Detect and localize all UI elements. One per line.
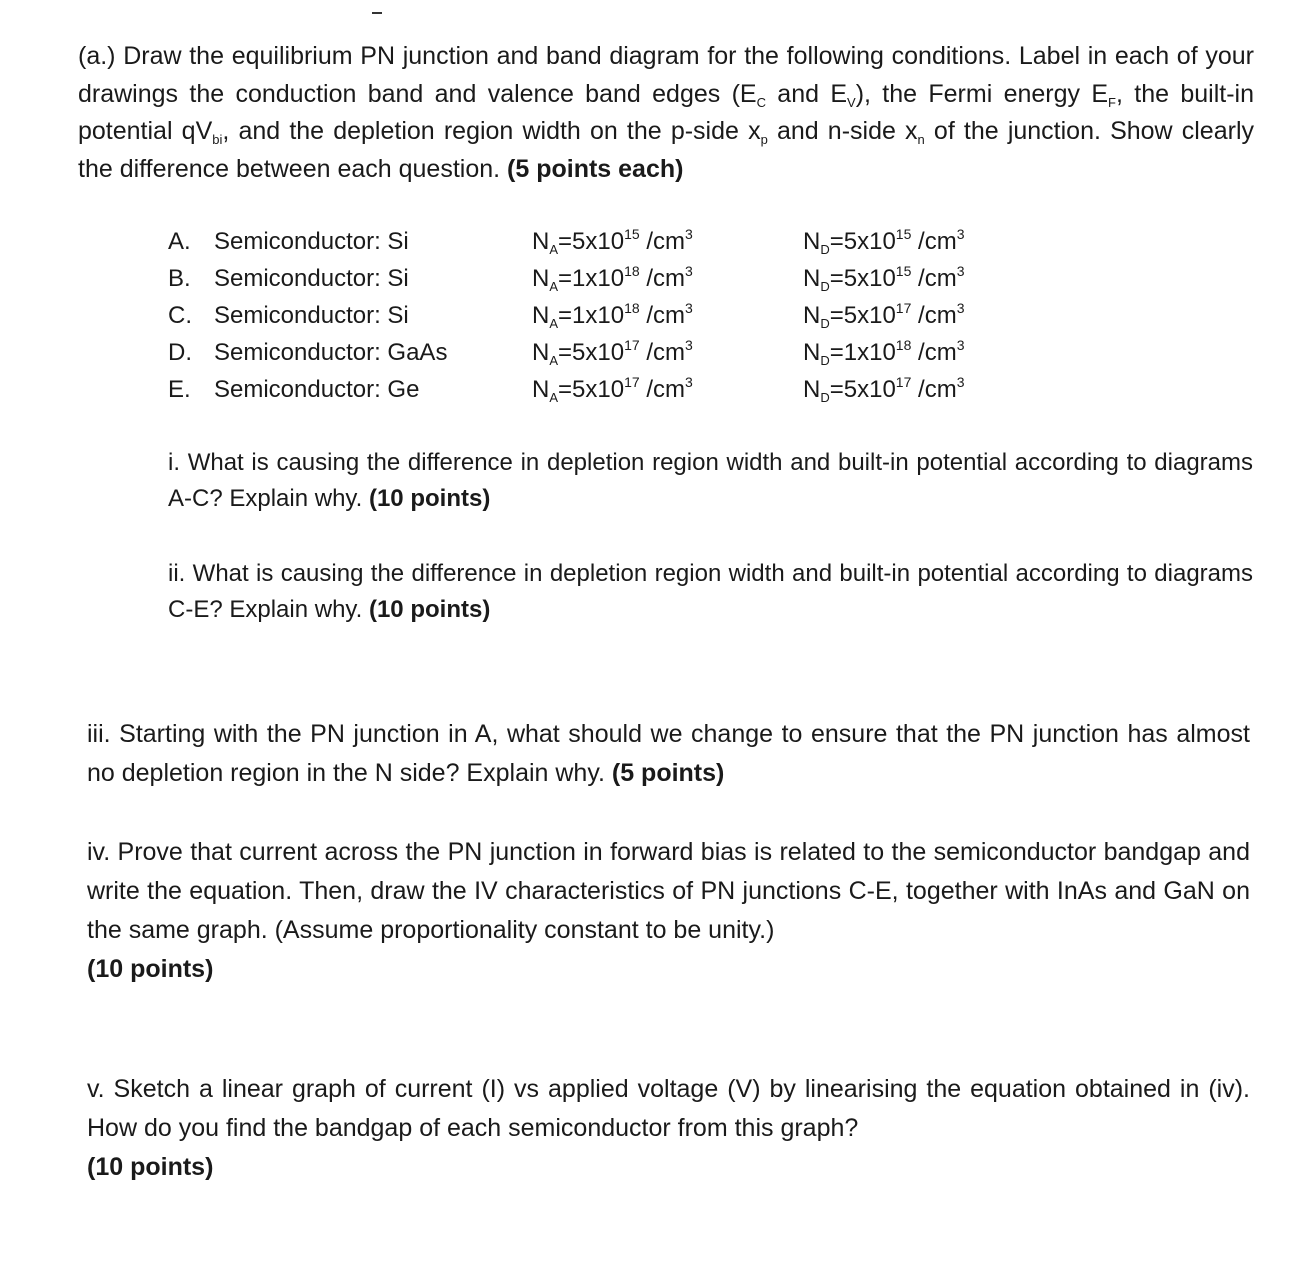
case-semiconductor: Semiconductor: Ge [214, 376, 420, 403]
question-points: (10 points) [87, 1153, 214, 1181]
case-letter: A. [168, 228, 191, 255]
case-semiconductor: Semiconductor: GaAs [214, 339, 448, 366]
donor-concentration: $N_D=1x10^{18}$ $/cm^3$ [803, 337, 965, 368]
question-points: (10 points) [368, 596, 491, 623]
acceptor-concentration: $N_A=5x10^{17}$ $/cm^3$ [532, 337, 693, 368]
case-semiconductor: Semiconductor: Si [214, 265, 409, 292]
intro-paragraph: (a.) Draw the equilibrium PN junction and band diagram for the following conditions. Label in each of your drawings the conduction band and valence band edges ($E_C$ and $E_V$), the Fermi energy $E_F$, the built-in potential $qV_{bi}$, and the depletion region width on the p-side $x_p$ and n-side $x_n$ of the junction. Show clearly the difference between each question. (5 points each) [78, 42, 1254, 183]
question-iv: iv. Prove that current across the PN junction in forward bias is related to the semiconductor bandgap and write the equation. Then, draw the IV characteristics of PN junctions C-E, together with InAs and GaN on the same graph. (Assume proportionality constant to be unity.) (10 points) [87, 833, 1250, 989]
donor-concentration: $N_D=5x10^{15}$ $/cm^3$ [803, 263, 965, 294]
acceptor-concentration: $N_A=5x10^{15}$ $/cm^3$ [532, 226, 693, 257]
acceptor-concentration: $N_A=5x10^{17}$ $/cm^3$ [532, 374, 693, 405]
donor-concentration: $N_D=5x10^{17}$ $/cm^3$ [803, 300, 965, 331]
case-letter: B. [168, 265, 191, 292]
question-i: i. What is causing the difference in depletion region width and built-in potential according to diagrams A-C? Explain why. (10 points) [168, 449, 1253, 512]
case-letter: C. [168, 302, 192, 329]
overline-mark [372, 12, 382, 14]
question-points: (10 points) [368, 485, 491, 512]
question-iii: iii. Starting with the PN junction in A, what should we change to ensure that the PN junction has almost no depletion region in the N side? Explain why. (5 points) [87, 720, 1250, 787]
intro-points: (5 points each) [507, 154, 684, 183]
case-letter: D. [168, 339, 192, 366]
case-semiconductor: Semiconductor: Si [214, 228, 409, 255]
question-v: v. Sketch a linear graph of current (I) vs applied voltage (V) by linearising the equation obtained in (iv). How do you find the bandgap of each semiconductor from this graph? (10 points) [87, 1070, 1250, 1187]
question-ii: ii. What is causing the difference in depletion region width and built-in potential according to diagrams C-E? Explain why. (10 points) [168, 560, 1253, 623]
question-points: (5 points) [611, 759, 725, 787]
acceptor-concentration: $N_A=1x10^{18}$ $/cm^3$ [532, 263, 693, 294]
acceptor-concentration: $N_A=1x10^{18}$ $/cm^3$ [532, 300, 693, 331]
donor-concentration: $N_D=5x10^{15}$ $/cm^3$ [803, 226, 965, 257]
question-points: (10 points) [87, 955, 214, 983]
case-semiconductor: Semiconductor: Si [214, 302, 409, 329]
case-letter: E. [168, 376, 191, 403]
donor-concentration: $N_D=5x10^{17}$ $/cm^3$ [803, 374, 965, 405]
